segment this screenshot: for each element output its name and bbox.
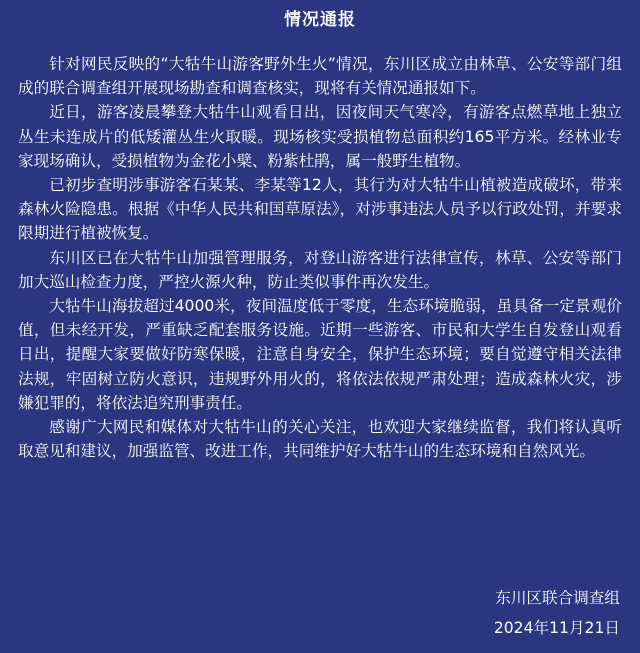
issuer-name: 东川区联合调查组 (495, 589, 620, 607)
paragraph-intro: 针对网民反映的“大牯牛山游客野外生火”情况，东川区成立由林草、公安等部门组成的联合调查组开展现场勘查和调查核实，现将有关情况通报如下。 (18, 55, 622, 98)
paragraph-management: 东川区已在大牯牛山加强管理服务，对登山游客进行法律宣传，林草、公安等部门加大巡山检查力度，严控火源火种，防止类似事件再次发生。 (18, 248, 622, 291)
paragraph-penalty: 已初步查明涉事游客石某某、李某等12人，其行为对大牯牛山植被造成破坏，带来森林火险隐患。根据《中华人民共和国草原法》，对涉事违法人员予以行政处罚，并要求限期进行植被恢复。 (18, 176, 622, 243)
signoff (494, 583, 620, 643)
issue-date: 2024年11月21日 (493, 619, 620, 637)
paragraph-incident: 近日，游客凌晨攀登大牯牛山观看日出，因夜间天气寒冷，有游客点燃草地上独立丛生未连成片的低矮灌丛生火取暖。现场核实受损植物总面积约165平方米。经林业专家现场确认，受损植物为金花小檗、粉紫杜鹃，属一般野生植物。 (18, 103, 622, 170)
notice-body (18, 52, 622, 463)
paragraph-thanks: 感谢广大网民和媒体对大牯牛山的关心关注，也欢迎大家继续监督，我们将认真听取意见和建议，加强监管、改进工作，共同维护好大牯牛山的生态环境和自然风光。 (18, 418, 622, 461)
notice-title: 情况通报 (284, 10, 356, 30)
paragraph-safety-reminder: 大牯牛山海拔超过4000米，夜间温度低于零度，生态环境脆弱，虽具备一定景观价值，但未经开发，严重缺乏配套服务设施。近期一些游客、市民和大学生自发登山观看日出，提醒大家要做好防寒保暖，注意自身安全，保护生态环境；要自觉遵守相关法律法规，牢固树立防火意识，违规野外用火的，将依法依规严肃处理；造成森林火灾，涉嫌犯罪的，将依法追究刑事责任。 (18, 297, 622, 412)
